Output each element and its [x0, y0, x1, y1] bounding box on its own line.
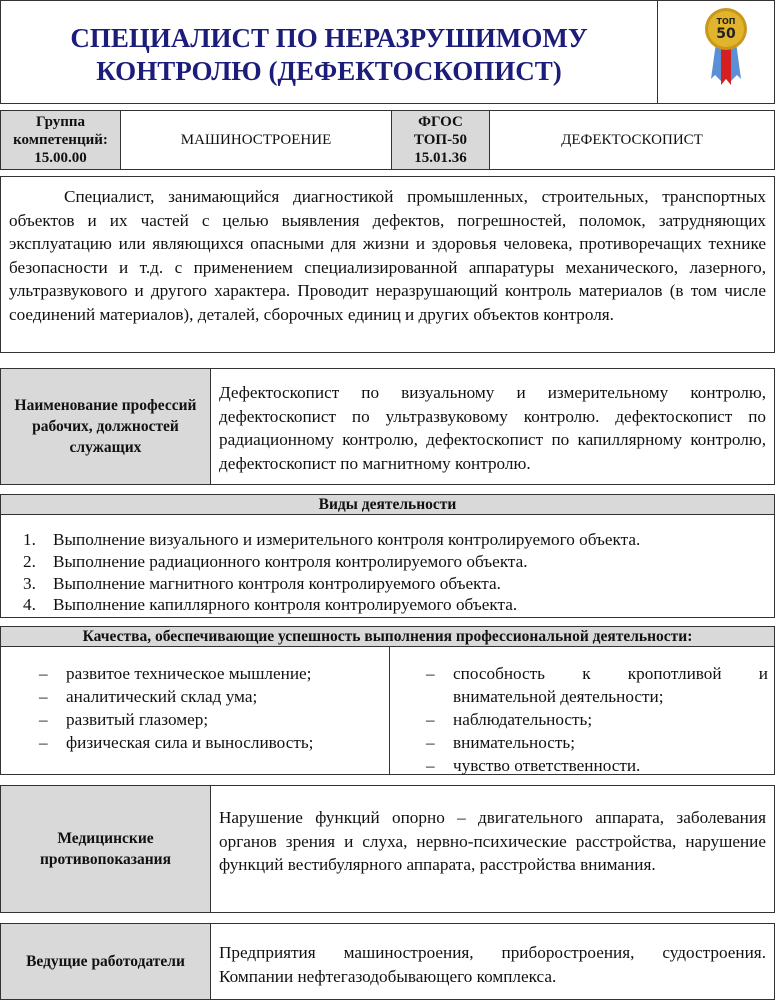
- activity-item: 1. Выполнение визуального и измерительного контроля контролируемого объекта.: [23, 530, 641, 549]
- employers-section: [0, 923, 775, 1000]
- page-title: [1, 1, 658, 103]
- employers-value: Предприятия машиностроения, приборостроения, судостроения. Компании нефтегазодобывающего комплекса.: [219, 943, 766, 986]
- employers-label: Ведущие работодатели: [1, 924, 211, 999]
- qualities-divider: [389, 647, 390, 774]
- quality-item: – способность к кропотливой и внимательной деятельности;: [426, 664, 768, 706]
- group-value-cell: [121, 111, 392, 169]
- quality-item: – физическая сила и выносливость;: [39, 733, 314, 752]
- title-line-2: КОНТРОЛЮ (ДЕФЕКТОСКОПИСТ): [96, 56, 562, 86]
- group-code: 15.00.00: [34, 150, 87, 166]
- quality-item: – развитое техническое мышление;: [39, 664, 312, 683]
- group-label-cell: [1, 111, 121, 169]
- quality-item: – чувство ответственности.: [426, 756, 641, 775]
- fgos-value: ДЕФЕКТОСКОПИСТ: [561, 131, 703, 148]
- fgos-label-2: ТОП-50: [413, 132, 468, 148]
- fgos-value-cell: [490, 111, 774, 169]
- professions-value: Дефектоскопист по визуальному и измерительному контролю, дефектоскопист по ультразвуковому контролю. дефектоскопист по радиационному контролю, дефектоскопист по капиллярному контролю, дефектоскопист по магнитному контролю.: [219, 383, 766, 473]
- professions-label: Наименование профессий рабочих, должностей служащих: [1, 369, 211, 484]
- medical-value: Нарушение функций опорно – двигательного аппарата, заболевания органов зрения и слуха, нервно-психические расстройства, нарушение функций вестибулярного аппарата, расстройства внимания.: [219, 808, 766, 874]
- group-row: [0, 110, 775, 170]
- title-line-1: СПЕЦИАЛИСТ ПО НЕРАЗРУШИМОМУ: [70, 23, 588, 53]
- qualities-section: [0, 646, 775, 775]
- medical-section: [0, 785, 775, 913]
- group-label: Группа: [35, 114, 86, 130]
- activity-item: 4. Выполнение капиллярного контроля контролируемого объекта.: [23, 595, 518, 615]
- activities-list: [23, 529, 640, 616]
- top50-award-icon: [701, 5, 751, 85]
- quality-item: – развитый глазомер;: [39, 710, 209, 729]
- activities-section: [0, 514, 775, 618]
- badge-number: 50: [716, 26, 736, 42]
- professions-section: [0, 368, 775, 485]
- activity-item: 2. Выполнение радиационного контроля контролируемого объекта.: [23, 551, 528, 571]
- activities-header: Виды деятельности: [0, 494, 775, 515]
- medical-label: Медицинские противопоказания: [1, 786, 211, 912]
- qualities-header: Качества, обеспечивающие успешность выполнения профессиональной деятельности:: [0, 626, 775, 647]
- description-text: Специалист, занимающийся диагностикой промышленных, строительных, транспортных объектов и их частей с целью выявления дефектов, погрешностей, поломок, затрудняющих эксплуатацию или являющихся опасными для жизни и здоровья человека, противоречащих технике безопасности и т.д. с применением специализированной аппаратуры механического, лазерного, ультразвукового и другого характера. Проводит неразрушающий контроль материалов (в том числе соединений материалов), деталей, сборочных единиц и других объектов контроля.: [9, 187, 766, 324]
- quality-item: – внимательность;: [426, 733, 575, 752]
- quality-item: – аналитический склад ума;: [39, 687, 258, 706]
- qualities-left-list: [39, 662, 379, 754]
- description-section: [0, 176, 775, 353]
- fgos-code: 15.01.36: [414, 150, 467, 166]
- group-label-2: компетенций:: [13, 132, 108, 148]
- group-value: МАШИНОСТРОЕНИЕ: [180, 131, 332, 148]
- badge-top-text: ТОП: [716, 17, 736, 26]
- fgos-label-cell: [392, 111, 490, 169]
- quality-item: – наблюдательность;: [426, 710, 593, 729]
- activity-item: 3. Выполнение магнитного контроля контролируемого объекта.: [23, 573, 501, 593]
- qualities-right-list: [426, 662, 768, 777]
- fgos-label: ФГОС: [418, 114, 463, 130]
- title-section: [0, 0, 775, 104]
